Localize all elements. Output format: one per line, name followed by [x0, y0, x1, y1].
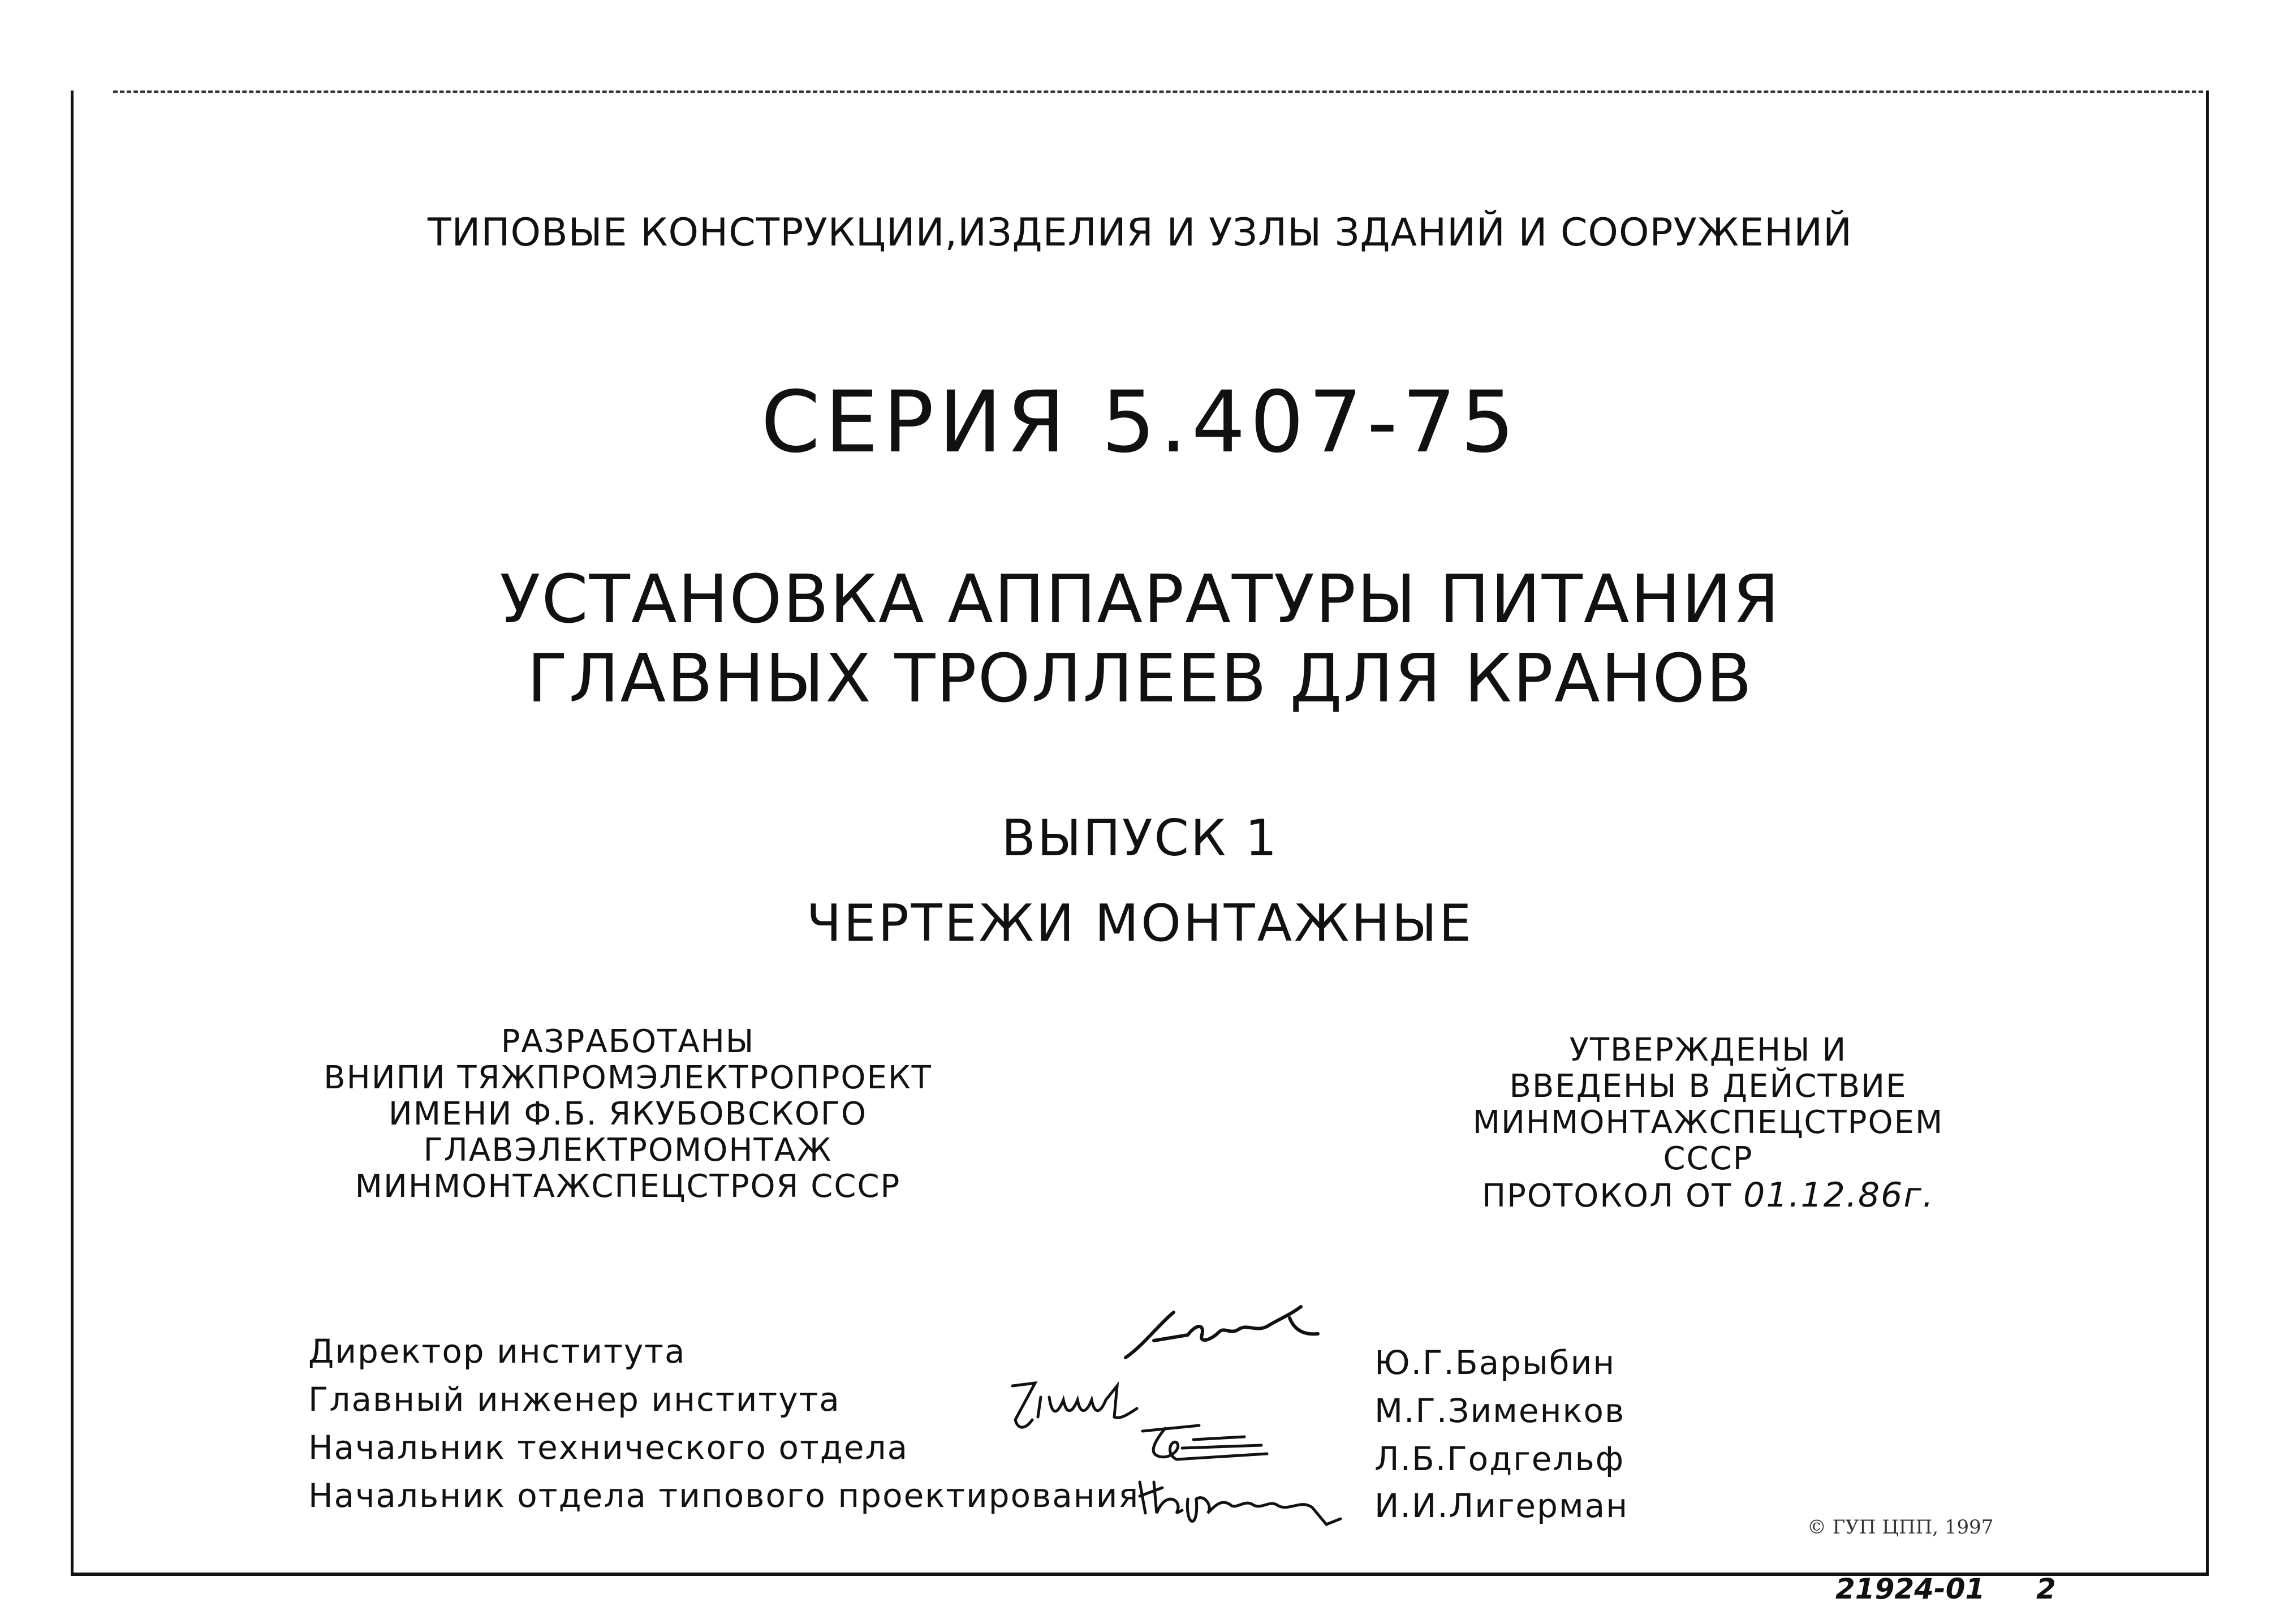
protocol-date: 01.12.86г.	[1743, 1175, 1934, 1215]
signatory-role-4: Начальник отдела типового проектирования	[308, 1476, 1140, 1515]
approving-ministry: МИНМОНТАЖСПЕЦСТРОЕМ СССР	[1472, 1104, 1944, 1177]
signatory-role-3: Начальник технического отдела	[308, 1428, 909, 1467]
developer-ministry: МИНМОНТАЖСПЕЦСТРОЯ СССР	[355, 1168, 901, 1205]
developer-institute: ВНИПИ ТЯЖПРОМЭЛЕКТРОПРОЕКТ	[324, 1059, 932, 1096]
signatory-role-1: Директор института	[308, 1332, 686, 1371]
developed-by-block	[317, 1024, 939, 1205]
signature-4	[1131, 1465, 1346, 1539]
document-title-line-2: ГЛАВНЫХ ТРОЛЛЕЕВ ДЛЯ КРАНОВ	[527, 639, 1753, 717]
protocol-line	[1425, 1177, 1991, 1214]
approved-label: УТВЕРЖДЕНЫ И	[1569, 1032, 1847, 1069]
signatory-name-1: Ю.Г.Барыбин	[1374, 1343, 1616, 1382]
series-number: СЕРИЯ 5.407-75	[761, 373, 1519, 472]
series-category-header: ТИПОВЫЕ КОНСТРУКЦИИ,ИЗДЕЛИЯ И УЗЛЫ ЗДАНИЙ И СООРУЖЕНИЙ	[427, 210, 1853, 255]
signature-2	[1001, 1375, 1148, 1442]
document-subtitle: ЧЕРТЕЖИ МОНТАЖНЫЕ	[806, 894, 1474, 953]
protocol-prefix: ПРОТОКОЛ ОТ	[1482, 1178, 1732, 1214]
developer-institute-name: ИМЕНИ Ф.Б. ЯКУБОВСКОГО	[388, 1096, 868, 1132]
developed-by-label: РАЗРАБОТАНЫ	[501, 1023, 755, 1060]
signatory-role-2: Главный инженер института	[308, 1380, 841, 1419]
approved-by-block	[1425, 1032, 1991, 1214]
signatory-name-2: М.Г.Зименков	[1374, 1392, 1626, 1430]
signatory-name-4: И.И.Лигерман	[1374, 1487, 1629, 1525]
enacted-label: ВВЕДЕНЫ В ДЕЙСТВИЕ	[1509, 1068, 1907, 1105]
document-number: 21924-01	[1835, 1573, 1985, 1605]
document-title-line-1: УСТАНОВКА АППАРАТУРЫ ПИТАНИЯ	[499, 560, 1781, 638]
signatory-name-3: Л.Б.Годгельф	[1374, 1440, 1625, 1478]
drawing-frame-top-line	[113, 91, 2203, 93]
signature-1	[1120, 1301, 1324, 1369]
copyright-notice: © ГУП ЦПП, 1997	[1807, 1516, 1994, 1539]
page-number: 2	[2036, 1573, 2056, 1605]
developer-organization: ГЛАВЭЛЕКТРОМОНТАЖ	[423, 1132, 833, 1169]
issue-number: ВЫПУСК 1	[1001, 809, 1279, 867]
